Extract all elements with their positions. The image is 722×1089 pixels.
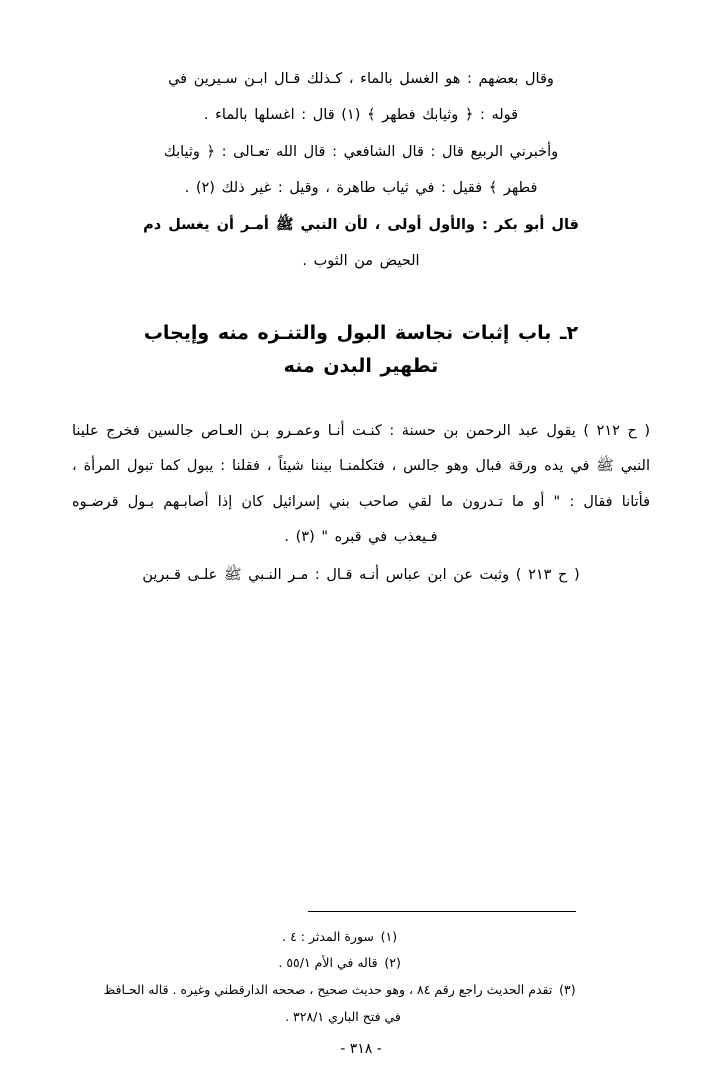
page-number: - ٣١٨ - (340, 1041, 382, 1057)
footnote-3-text: تقدم الحديث راجع رقم ٨٤ ، وهو حديث صحيح ، صححه الدارقطني وغيره . قاله الحـافظ (103, 982, 553, 998)
paragraph-3-line-2: الحيض من الثوب . (302, 252, 420, 269)
paragraph-2-line-1: وأخبرني الربيع قال : قال الشافعي : قال الله تعـالى : ﴿ وثيابك (163, 144, 559, 161)
chapter-heading-line-1: ٢ـ باب إثبات نجاسة البول والتنـزه منه وإيجاب (143, 322, 579, 345)
hadith-212: ( ح ٢١٢ ) يقول عبد الرحمن بن حسنة : كنـت أنـا وعمـرو بـن العـاص جالسين فخرج علينا النبي ﷺ في يده ورقة فبال وهو جالس ، فتكلمنـا بيننا شيئاً ، فقلنا : يبول كما تبول المرأة ، فأتانا فقال : " أو ما تـدرون ما لقي صاحب بني إسرائيل كان إذا أصابـهم بـول قرضـوه فـيعذب في قبره " (٣) . (72, 422, 650, 546)
chapter-heading (72, 317, 650, 384)
footnote-item-3 (82, 977, 604, 1031)
footnote-1-number: (١) (380, 928, 398, 944)
hadith-213: ( ح ٢١٣ ) وثبت عن ابن عباس أنـه قـال : مـر النـبي ﷺ علـى قـبرين (142, 566, 580, 583)
hadith-list (72, 414, 650, 594)
paragraph-3 (72, 208, 650, 279)
footnote-3-number: (٣) (559, 982, 576, 998)
footnote-item-1 (82, 924, 604, 951)
footnotes-section (72, 905, 650, 1060)
footnote-separator-rule (308, 911, 576, 912)
paragraph-1 (72, 62, 650, 133)
footnote-2-number: (٢) (384, 955, 401, 971)
paragraph-1-line-2: قوله : ﴿ وثيابك فطهر ﴾ (١) قال : اغسلها بالماء . (203, 106, 519, 123)
footnote-3-continuation: في فتح الباري ٣٢٨/١ . (285, 1009, 401, 1025)
footnote-list (72, 924, 650, 1032)
main-text-block (72, 62, 650, 595)
paragraph-3-line-1: قال أبو بكر : والأول أولى ، لأن النبي ﷺ أمـر أن يغسل دم (143, 217, 579, 234)
footnote-2-text: قاله في الأم ٥٥/١ . (278, 955, 378, 971)
paragraph-2-line-2: فطهر ﴾ فقيل : في ثياب طاهرة ، وقيل : غير ذلك (٢) . (184, 179, 538, 196)
paragraph-1-line-1: وقال بعضهم : هو الغسل بالماء ، كـذلك قـال ابـن سـيرين في (168, 71, 554, 87)
footnote-item-2 (82, 950, 604, 977)
paragraph-2 (72, 135, 650, 206)
footnote-1-text: سورة المدثر : ٤ . (282, 928, 374, 944)
chapter-heading-line-2: تطهير البدن منه (283, 355, 439, 378)
